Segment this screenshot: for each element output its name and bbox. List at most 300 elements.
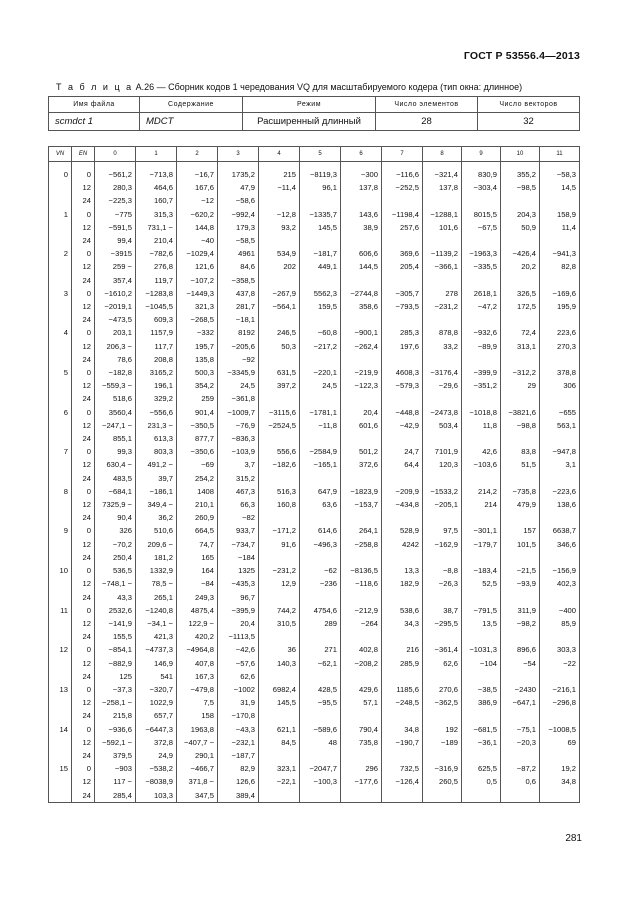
value-cell: −556,6	[136, 406, 177, 419]
value-cell: −1113,5	[218, 630, 259, 643]
value-cell	[382, 630, 423, 643]
value-cell: 140,3	[259, 657, 300, 670]
value-cell: −8136,5	[341, 564, 382, 577]
value-cell: 195,9	[540, 300, 580, 313]
value-cell: −60,8	[300, 326, 341, 339]
value-cell: 397,2	[259, 379, 300, 392]
table-row	[49, 551, 580, 564]
value-cell: −187,7	[218, 749, 259, 762]
table-row	[49, 511, 580, 524]
vn-cell	[49, 472, 72, 485]
value-cell: 321,3	[177, 300, 218, 313]
value-cell: 146,9	[136, 657, 177, 670]
value-cell: −70,2	[95, 538, 136, 551]
value-cell: −58,3	[540, 168, 580, 181]
value-cell: 6982,4	[259, 683, 300, 696]
value-cell: −361,8	[218, 392, 259, 405]
value-cell: 31,9	[218, 696, 259, 709]
summary-header-cell: Число векторов	[478, 97, 580, 113]
value-cell: −209,9	[382, 485, 423, 498]
value-cell	[300, 630, 341, 643]
value-cell: 24,9	[136, 749, 177, 762]
value-cell: −681,5	[462, 723, 501, 736]
value-cell: −12	[177, 194, 218, 207]
value-cell: −156,9	[540, 564, 580, 577]
value-cell: −122,3	[341, 379, 382, 392]
value-cell: −1240,8	[136, 604, 177, 617]
value-cell: −11,8	[300, 419, 341, 432]
table-row	[49, 392, 580, 405]
vn-cell: 0	[49, 168, 72, 181]
en-cell: 24	[72, 551, 95, 564]
value-cell: 503,4	[423, 419, 462, 432]
value-cell: −169,6	[540, 287, 580, 300]
value-cell	[259, 392, 300, 405]
page-number: 281	[565, 833, 582, 844]
value-cell: 378,8	[540, 366, 580, 379]
table-row	[49, 458, 580, 471]
value-cell: −620,2	[177, 208, 218, 221]
value-cell: 24,5	[300, 379, 341, 392]
value-cell: 285,9	[382, 657, 423, 670]
value-cell	[341, 511, 382, 524]
value-cell: −189	[423, 736, 462, 749]
vn-cell: 6	[49, 406, 72, 419]
vn-cell	[49, 458, 72, 471]
value-cell	[540, 313, 580, 326]
value-cell: 4242	[382, 538, 423, 551]
en-cell: 12	[72, 181, 95, 194]
value-cell: −268,5	[177, 313, 218, 326]
value-cell: −361,4	[423, 643, 462, 656]
value-cell: −98,5	[501, 181, 540, 194]
vn-cell	[49, 789, 72, 803]
value-cell: 7325,9 −	[95, 498, 136, 511]
value-cell: 421,3	[136, 630, 177, 643]
en-cell: 0	[72, 604, 95, 617]
value-cell: 3560,4	[95, 406, 136, 419]
en-cell: 0	[72, 326, 95, 339]
value-cell: −57,6	[218, 657, 259, 670]
value-cell	[341, 709, 382, 722]
table-row	[49, 168, 580, 181]
value-cell: −399,9	[462, 366, 501, 379]
value-cell: −62	[300, 564, 341, 577]
vn-cell	[49, 353, 72, 366]
value-cell: 119,7	[136, 274, 177, 287]
value-cell	[501, 551, 540, 564]
value-cell: 254,2	[177, 472, 218, 485]
vn-cell	[49, 340, 72, 353]
table-row	[49, 366, 580, 379]
value-cell: 20,2	[501, 260, 540, 273]
value-cell: −713,8	[136, 168, 177, 181]
value-cell: −179,7	[462, 538, 501, 551]
value-cell: −2524,5	[259, 419, 300, 432]
value-cell: −350,6	[177, 445, 218, 458]
en-cell: 24	[72, 274, 95, 287]
summary-header-cell: Содержание	[140, 97, 243, 113]
en-cell: 0	[72, 524, 95, 537]
value-cell	[423, 749, 462, 762]
value-cell: −205,6	[218, 340, 259, 353]
value-cell: −216,1	[540, 683, 580, 696]
value-cell: 125	[95, 670, 136, 683]
value-cell: −735,8	[501, 485, 540, 498]
value-cell: 1185,6	[382, 683, 423, 696]
en-cell: 0	[72, 683, 95, 696]
value-cell: −791,5	[462, 604, 501, 617]
value-cell	[462, 591, 501, 604]
value-cell: −335,5	[462, 260, 501, 273]
value-cell: 467,3	[218, 485, 259, 498]
value-cell: 0,6	[501, 775, 540, 788]
value-cell: 43,3	[95, 591, 136, 604]
value-cell	[501, 234, 540, 247]
column-header: 6	[341, 147, 382, 162]
value-cell	[462, 392, 501, 405]
value-cell	[259, 789, 300, 803]
value-cell: 157	[501, 524, 540, 537]
value-cell: −67,5	[462, 221, 501, 234]
value-cell: −40	[177, 234, 218, 247]
en-cell: 0	[72, 643, 95, 656]
value-cell: 20,4	[218, 617, 259, 630]
en-cell: 12	[72, 419, 95, 432]
value-cell: −95,5	[300, 696, 341, 709]
en-cell: 24	[72, 511, 95, 524]
value-cell: 830,9	[462, 168, 501, 181]
value-cell: 625,5	[462, 762, 501, 775]
value-cell	[300, 551, 341, 564]
value-cell: 78,5 −	[136, 577, 177, 590]
value-cell: −2473,8	[423, 406, 462, 419]
value-cell	[423, 670, 462, 683]
value-cell: −936,6	[95, 723, 136, 736]
value-cell	[462, 194, 501, 207]
table-row	[49, 577, 580, 590]
table-row	[49, 643, 580, 656]
value-cell: −4964,8	[177, 643, 218, 656]
value-cell: −1781,1	[300, 406, 341, 419]
vn-cell: 7	[49, 445, 72, 458]
value-cell: −165,1	[300, 458, 341, 471]
column-header: 7	[382, 147, 423, 162]
column-header-row	[49, 147, 580, 162]
value-cell: −301,1	[462, 524, 501, 537]
value-cell: 208,8	[136, 353, 177, 366]
value-cell: 4961	[218, 247, 259, 260]
value-cell: −126,4	[382, 775, 423, 788]
value-cell: 285,3	[382, 326, 423, 339]
value-cell: −734,7	[218, 538, 259, 551]
value-cell	[341, 392, 382, 405]
value-cell: 349,4 −	[136, 498, 177, 511]
value-cell: 51,5	[501, 458, 540, 471]
table-row	[49, 749, 580, 762]
value-cell: −84	[177, 577, 218, 590]
value-cell: −58,6	[218, 194, 259, 207]
value-cell: −37,3	[95, 683, 136, 696]
value-cell: 39,7	[136, 472, 177, 485]
value-cell	[501, 511, 540, 524]
value-cell: −296,8	[540, 696, 580, 709]
value-cell: 613,3	[136, 432, 177, 445]
value-cell	[341, 313, 382, 326]
value-cell	[462, 749, 501, 762]
value-cell: −93,9	[501, 577, 540, 590]
value-cell: 1408	[177, 485, 218, 498]
value-cell	[382, 670, 423, 683]
en-cell: 0	[72, 564, 95, 577]
value-cell	[462, 313, 501, 326]
value-cell	[540, 591, 580, 604]
value-cell: 270,3	[540, 340, 580, 353]
value-cell	[259, 194, 300, 207]
value-cell: 11,4	[540, 221, 580, 234]
value-cell: 630,4 −	[95, 458, 136, 471]
value-cell: 528,9	[382, 524, 423, 537]
value-cell	[300, 511, 341, 524]
value-cell	[423, 789, 462, 803]
value-cell	[501, 670, 540, 683]
value-cell: 145,5	[259, 696, 300, 709]
caption-text: А.26 — Сборник кодов 1 чередования VQ для масштабируемого кодера (тип окна: длинное)	[135, 82, 523, 92]
table-row	[49, 591, 580, 604]
value-cell: 326	[95, 524, 136, 537]
value-cell: 402,8	[341, 643, 382, 656]
value-cell: −1283,8	[136, 287, 177, 300]
value-cell: −42,9	[382, 419, 423, 432]
value-cell: 158,9	[540, 208, 580, 221]
value-cell: −1198,4	[382, 208, 423, 221]
vn-cell	[49, 181, 72, 194]
value-cell: 372,8	[136, 736, 177, 749]
table-row	[49, 194, 580, 207]
value-cell: −3821,6	[501, 406, 540, 419]
table-row	[49, 472, 580, 485]
value-cell: 103,3	[136, 789, 177, 803]
value-cell: −1009,7	[218, 406, 259, 419]
en-cell: 12	[72, 340, 95, 353]
value-cell: −1823,9	[341, 485, 382, 498]
vn-cell	[49, 379, 72, 392]
en-cell: 0	[72, 723, 95, 736]
value-cell	[259, 234, 300, 247]
value-cell: −305,7	[382, 287, 423, 300]
value-cell: −684,1	[95, 485, 136, 498]
value-cell	[540, 749, 580, 762]
column-header: 9	[462, 147, 501, 162]
value-cell: −1139,2	[423, 247, 462, 260]
value-cell: −1031,3	[462, 643, 501, 656]
value-cell: 790,4	[341, 723, 382, 736]
vn-cell: 2	[49, 247, 72, 260]
value-cell: −12,8	[259, 208, 300, 221]
value-cell	[259, 472, 300, 485]
en-cell: 0	[72, 485, 95, 498]
en-cell: 0	[72, 287, 95, 300]
summary-header-cell: Режим	[243, 97, 376, 113]
value-cell: 855,1	[95, 432, 136, 445]
value-cell: 13,3	[382, 564, 423, 577]
value-cell: 877,7	[177, 432, 218, 445]
value-cell	[382, 591, 423, 604]
en-cell: 24	[72, 789, 95, 803]
value-cell: 878,8	[423, 326, 462, 339]
table-row	[49, 485, 580, 498]
value-cell: 437,8	[218, 287, 259, 300]
element-count-cell: 28	[376, 113, 478, 131]
value-cell: 606,6	[341, 247, 382, 260]
codebook-table	[48, 146, 580, 803]
value-cell: 42,6	[462, 445, 501, 458]
value-cell: −34,1 −	[136, 617, 177, 630]
value-cell: 62,6	[218, 670, 259, 683]
value-cell: −793,5	[382, 300, 423, 313]
value-cell	[423, 194, 462, 207]
vn-cell	[49, 670, 72, 683]
value-cell	[540, 432, 580, 445]
table-row	[49, 538, 580, 551]
vn-cell: 3	[49, 287, 72, 300]
value-cell: 355,2	[501, 168, 540, 181]
value-cell: −362,5	[423, 696, 462, 709]
value-cell: 214,2	[462, 485, 501, 498]
value-cell	[501, 630, 540, 643]
value-cell: −435,3	[218, 577, 259, 590]
value-cell: 389,4	[218, 789, 259, 803]
value-cell: 896,6	[501, 643, 540, 656]
vn-cell	[49, 551, 72, 564]
vn-cell	[49, 749, 72, 762]
vn-cell: 11	[49, 604, 72, 617]
value-cell: 38,7	[423, 604, 462, 617]
value-cell: 38,9	[341, 221, 382, 234]
value-cell	[300, 472, 341, 485]
value-cell: 144,5	[341, 260, 382, 273]
value-cell: −932,6	[462, 326, 501, 339]
value-cell: 449,1	[300, 260, 341, 273]
value-cell	[341, 591, 382, 604]
en-cell: 24	[72, 630, 95, 643]
value-cell: 315,3	[136, 208, 177, 221]
table-row	[49, 181, 580, 194]
value-cell: −538,2	[136, 762, 177, 775]
value-cell: 265,1	[136, 591, 177, 604]
value-cell: −900,1	[341, 326, 382, 339]
vn-cell: 10	[49, 564, 72, 577]
value-cell: 160,7	[136, 194, 177, 207]
value-cell	[382, 392, 423, 405]
value-cell: −258,1 −	[95, 696, 136, 709]
value-cell	[501, 194, 540, 207]
en-cell: 24	[72, 392, 95, 405]
en-cell: 24	[72, 194, 95, 207]
value-cell: −264	[341, 617, 382, 630]
value-cell: 215,8	[95, 709, 136, 722]
table-row	[49, 736, 580, 749]
value-cell	[540, 234, 580, 247]
value-cell: −38,5	[462, 683, 501, 696]
value-cell: −316,9	[423, 762, 462, 775]
value-cell: 329,2	[136, 392, 177, 405]
vn-cell: 8	[49, 485, 72, 498]
value-cell	[259, 551, 300, 564]
value-cell: 501,2	[341, 445, 382, 458]
table-row	[49, 498, 580, 511]
value-cell	[300, 709, 341, 722]
value-cell: −26,3	[423, 577, 462, 590]
value-cell: 29	[501, 379, 540, 392]
value-cell: −252,5	[382, 181, 423, 194]
value-cell: −181,7	[300, 247, 341, 260]
value-cell: −2019,1	[95, 300, 136, 313]
value-cell	[300, 353, 341, 366]
value-cell: 78,6	[95, 353, 136, 366]
vn-cell	[49, 234, 72, 247]
value-cell: 901,4	[177, 406, 218, 419]
value-cell	[259, 630, 300, 643]
value-cell: −564,1	[259, 300, 300, 313]
value-cell: 96,7	[218, 591, 259, 604]
value-cell: −162,9	[423, 538, 462, 551]
value-cell	[300, 789, 341, 803]
en-cell: 12	[72, 221, 95, 234]
value-cell: −248,5	[382, 696, 423, 709]
value-cell: −36,1	[462, 736, 501, 749]
value-cell: 372,6	[341, 458, 382, 471]
file-name-cell: scmdct 1	[49, 113, 140, 131]
value-cell: 121,6	[177, 260, 218, 273]
value-cell: 1332,9	[136, 564, 177, 577]
value-cell: −358,5	[218, 274, 259, 287]
value-cell: −208,2	[341, 657, 382, 670]
value-cell: −854,1	[95, 643, 136, 656]
value-cell: −104	[462, 657, 501, 670]
value-cell: −303,4	[462, 181, 501, 194]
value-cell: −177,6	[341, 775, 382, 788]
value-cell: 420,2	[177, 630, 218, 643]
en-cell: 12	[72, 300, 95, 313]
value-cell	[462, 472, 501, 485]
value-cell: 249,3	[177, 591, 218, 604]
table-row	[49, 564, 580, 577]
value-cell: 19,2	[540, 762, 580, 775]
value-cell: 135,8	[177, 353, 218, 366]
value-cell: 735,8	[341, 736, 382, 749]
value-cell	[259, 353, 300, 366]
value-cell: 379,5	[95, 749, 136, 762]
value-cell: 216	[382, 643, 423, 656]
value-cell: 6638,7	[540, 524, 580, 537]
vn-cell	[49, 221, 72, 234]
value-cell	[341, 234, 382, 247]
value-cell: 62,6	[423, 657, 462, 670]
table-row	[49, 419, 580, 432]
value-cell: −992,4	[218, 208, 259, 221]
value-cell: 8192	[218, 326, 259, 339]
value-cell: 97,5	[423, 524, 462, 537]
value-cell: −1002	[218, 683, 259, 696]
value-cell: 24,5	[218, 379, 259, 392]
value-cell: 47,9	[218, 181, 259, 194]
vn-cell	[49, 538, 72, 551]
value-cell: −748,1 −	[95, 577, 136, 590]
value-cell	[300, 194, 341, 207]
value-cell: −18,1	[218, 313, 259, 326]
value-cell: 96,1	[300, 181, 341, 194]
